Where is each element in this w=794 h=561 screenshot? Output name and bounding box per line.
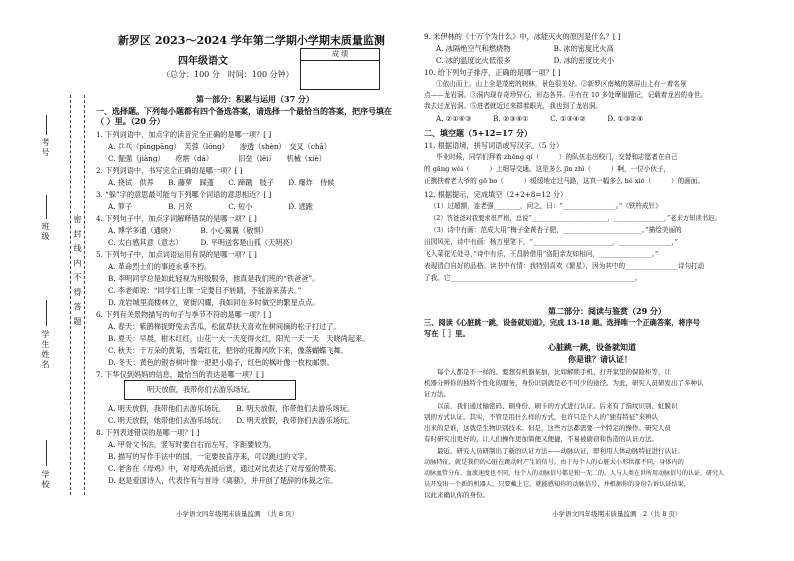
q2: 2. 下列词语中，书写完全正确的是哪一项？[ ] xyxy=(96,166,243,175)
para3-line5: 以此来确认你的身份。 xyxy=(424,491,489,499)
q12: 12. 根据提示，完成填空（2+2+8=12 分） xyxy=(424,190,568,199)
exam-meta: （总分：100 分 时间：100 分钟） xyxy=(162,70,294,79)
q8: 8. 下列表述错误的是哪一项？[ ] xyxy=(96,428,200,437)
school-label: 学校 xyxy=(41,470,50,490)
q12-3-line4[interactable]: 表现清白自好的品格。读书中有情：我特别喜欢《繁星》，因为其中的________________诗句打动 xyxy=(424,262,705,270)
q1-options-c: C. 倔强（jiàng） 疙瘩（dá） 旧垒（lěi） 机械（xiè） xyxy=(108,154,326,163)
q7: 7. 下华仅到妈妈的信息，最恰当的表达是哪一项？[ ] xyxy=(96,370,264,379)
q12-3-line2[interactable]: 田园风光，诗中有画：杨万里笔下，“________________________，________________，” xyxy=(424,238,679,246)
q11: 11. 根据语境，拼写词语或写汉字。（5 分） xyxy=(424,141,564,150)
part1-heading: 第一部分：积累与运用（37 分） xyxy=(196,94,314,104)
q5: 5. 下列句子中，加点词语运用有误的是哪一项？[ ] xyxy=(96,250,257,259)
q6-option-a: A. 春天：紫鹊梯捉野兔去苦瓜，松鼠草扶天喜欢在树间摘的松子打过了。 xyxy=(108,322,341,331)
note-text: 明天放假，我带你们去游乐场玩。 xyxy=(147,385,255,394)
q11-text-2: 的 gāng wèi（ ）上细导交通。这是多么 jīn zhì（ ）啊，一位小伙子， xyxy=(424,165,671,173)
class-label: 班级 xyxy=(41,222,50,242)
q11-text-3: 正携扶着老大爷的 gē bo（ ）缓缓地走过马路，这真一幅多么 hé xié（ ）的画面。 xyxy=(424,177,704,185)
q6: 6. 下列有关景物描写的句子与季节不符的是哪一项？[ ] xyxy=(96,310,272,319)
exam-no-line[interactable] xyxy=(46,115,47,135)
q6-option-d: D. 冬天：黄色的银杏树叶像一把把小扇子，红色的枫叶像一枚枚邮票。 xyxy=(108,358,334,367)
q6-option-b: B. 夏天：早晨，柑木红红，山花一大一天变得火红，阳光一天一天 天晓尚起来。 xyxy=(108,334,370,343)
q4-options-a: A. 博学多通（通晓） B. 小心翼翼（敬惧） xyxy=(108,226,268,235)
para2-line2: 别的方式认证。其实，不管是用什么样的方式，也许只是个人的“独有特征”来辨认 xyxy=(424,413,659,421)
seal-line xyxy=(70,95,71,495)
section3-heading: 三、阅读《心脏跳一跳，设备就知道》，完成 13-18 题。选择唯一个正确答案，将序号 xyxy=(424,318,700,327)
exam-no-label: 考号 xyxy=(41,138,50,158)
para3-line4: 员开发出一个新的机器人，只要戴上它，就能感知你的动脉信号，并根据你的身份告诉认证结果， xyxy=(424,481,691,488)
q1-options-a: A. 乒乓（pīngpāng） 芙蓉（lóng） 渗透（shèn） 交叉（chā） xyxy=(108,142,331,151)
q5-option-d: D. 龙岩城里高楼林立，宽街闪耀，我如同在多时做空的繁星点点。 xyxy=(108,298,320,307)
q12-1[interactable]: （1）过超额，连老强________，问之，曰：“________________。”《铁杵成针》 xyxy=(430,202,662,210)
q8-option-a: A. 甲骨文书法，竖写时要自右而左写，字距要较为。 xyxy=(108,440,276,449)
reading-title: 心脏跳一跳，设备就知道 xyxy=(548,342,636,352)
q7-options-cd: C. 明天放假，她带他们去游乐场玩。 D. 明天放假，我带你们去游乐场玩。 xyxy=(108,416,355,425)
q4-options-c: C. 太白感其意（意志） D. 平明送客楚山孤（天明亮） xyxy=(108,238,297,247)
q6-option-c: C. 秋天：千万朵的黄菊，雪菊红花，把你的花瓣风吹下来，像落蝴蝶飞舞。 xyxy=(108,346,348,355)
part2-heading: 第二部分：阅读与鉴赏（29 分） xyxy=(548,306,666,316)
q9-options-cd: C. 冰的温度比火低很多 D. 冰的密度比火小 xyxy=(436,56,615,65)
q10-text-2: 点——龙岩洞。③洞内现存奇珍异石，形态各异。④有在 10 多处摩崖题记，记载着龙岩的身世。 xyxy=(424,91,707,99)
q3-options: A. 箩子 B. 月亮 C. 短小 D. 逃跑 xyxy=(108,202,313,211)
q5-option-c: C. 李老师说：“同学们上课一定要目不转睛，不能游来荡去。” xyxy=(108,286,302,295)
note-box xyxy=(124,380,296,400)
q12-3[interactable]: （3）诗中有画：范成大用“梅子金黄杏子肥，________________________。”描绘美丽的 xyxy=(430,226,682,234)
q1: 1. 下列词语中，加点字的读音完全正确的是哪一项？[ ] xyxy=(96,130,272,139)
para1-line1: 每个人都是不一样的。要想有机器某加，比如解锁手机、打开家里的保险柜等，让 xyxy=(424,368,671,376)
name-line[interactable] xyxy=(46,300,47,326)
q10-text-1: ①依山而上，山上全是茂密的树林，景色很美好。②新罗区南城的翠屏山上有一着名景 xyxy=(436,80,687,88)
right-footer: 小学语文四年级期末质量监测 2（共 8 页） xyxy=(552,510,682,518)
reading-subtitle: 你是谁？请认证！ xyxy=(568,354,632,364)
para1-line3: 证方法。 xyxy=(424,390,450,398)
para3-line3: 动脉血管分布、血流速度也不同，每个人的动脉信号都是独一无二的。人与人类在世所用动脉信号的认证，研究人 xyxy=(424,470,725,477)
q9: 9. 米伊林的《十万个为什么》中，冰能灭火的原因是什么？[ ] xyxy=(424,32,621,41)
q11-text-1: 毕业时候，同学们拜着 zhēng qí（ ）的队伍走出校门，交替和志愿者在自己 xyxy=(436,153,678,161)
q10-options: A. ②①④③ B. ②③④① C. ①③④② D. ①③②④ xyxy=(436,114,644,123)
q12-2[interactable]: （2）答爸爸对我要求很严格，总说“________________________，________________，”老来方知读书迟。 xyxy=(430,215,721,222)
seal-line-2 xyxy=(84,95,85,495)
q10: 10. 给下列句子排序，正确的是哪一项？[ ] xyxy=(424,68,561,77)
para2-line1: 以前，我们通过输密码、刷身份、刷卡的方式进行认证。后来有了指纹识别、虹膜识 xyxy=(424,402,678,410)
q12-3-line5[interactable]: 了我。它________________________________________________________。 xyxy=(424,274,642,282)
school-line[interactable] xyxy=(46,440,47,466)
section2-heading: 二、填空题（5+12=17 分） xyxy=(424,128,533,138)
q12-3-line3[interactable]: 飞入菜花无处寻，”诗中有乐，王昌龄借用“洛阳亲友如相问，________________。” xyxy=(424,250,659,258)
section1-heading: 一、选择题。下列每小题都有四个备选答案，请选择一个最恰当的答案，把序号填在（ ）里。（20 分） xyxy=(96,106,392,126)
q10-text-3: 我去过龙岩洞。⑤进者就近过来群着眼光，我也到了龙岩洞。 xyxy=(424,102,603,110)
para1-line2: 机器分辨你的独特个性化的服务，身份识别就是必不可少的途径。为此，研究人员研发出了多种认 xyxy=(424,379,704,387)
q8-option-c: C. 老舍在《母鸡》中，对母鸡先抵后赏，通过对比表达了对母爱的赞美。 xyxy=(108,464,341,473)
q7-options-ab: A. 明天放假，我带他们去游乐场玩。 B. 明天放假，你带他们去游乐场玩。 xyxy=(108,404,355,413)
class-line[interactable] xyxy=(46,195,47,219)
q8-option-d: D. 赵是爱国诗人，代表作有与首诗《离骚》，并开创了楚辞的体裁之宗。 xyxy=(108,476,338,485)
para3-line2: 动脉特征，就是我们的心脏在跳动时产生的信号。由于每个人的心脏大小形状都不同，身体内的 xyxy=(424,459,684,466)
exam-title: 新罗区 2023～2024 学年第二学期小学期末质量监测 xyxy=(118,34,385,47)
q4: 4. 下列句子中，加点字词解释错误的是哪一项？[ ] xyxy=(96,214,257,223)
seal-line-text: 密 封 线 内 不 得 答 题 xyxy=(73,215,82,327)
student-name-label: 学生姓名 xyxy=(41,330,50,370)
section3-heading-2: 写在［ ］里。 xyxy=(424,329,470,338)
score-box[interactable] xyxy=(300,48,380,90)
q9-options-ab: A. 冰隔绝空气和燃烧物 B. 冰的密度比火高 xyxy=(436,44,614,53)
q5-option-b: B. 李明同学总是如此轻视为班级服务，他真是我们班的“铁爸爸”。 xyxy=(108,274,320,283)
para3-line1: 最近，研究人员研制出了新的认证方法——动脉认证，即利用人体动脉特征进行认证。 xyxy=(424,447,684,455)
score-box-label: 成 绩 xyxy=(301,49,379,61)
q8-option-b: B. 描写的写作手法中的国，一定要按直序来，可以跳过的文字。 xyxy=(108,452,312,461)
left-footer: 小学语文四年级期末质量监测 （共 8 页） xyxy=(176,510,299,518)
q3: 3. “躲”字的意思最可能与下列哪个词语的意思相近？[ ] xyxy=(96,190,272,199)
para2-line4: 有时研究出更好的，让人们操作更加简便又便捷，不易被偷窃和伪造的认证方法。 xyxy=(424,435,658,443)
q5-option-a: A. 革命烈士们的事迹永垂不朽。 xyxy=(108,262,212,271)
para2-line3: 出来的是谁，这就是生物识别技术。但是，这些方法都需要一个特定的操作。研究人员 xyxy=(424,424,671,432)
q2-options: A. 挠试 供养 B. 藤萝 踩蓬 C. 蹄蹴 肢子 D. 爆炸 侍候 xyxy=(108,178,335,187)
subject-title: 四年级语文 xyxy=(178,56,228,67)
